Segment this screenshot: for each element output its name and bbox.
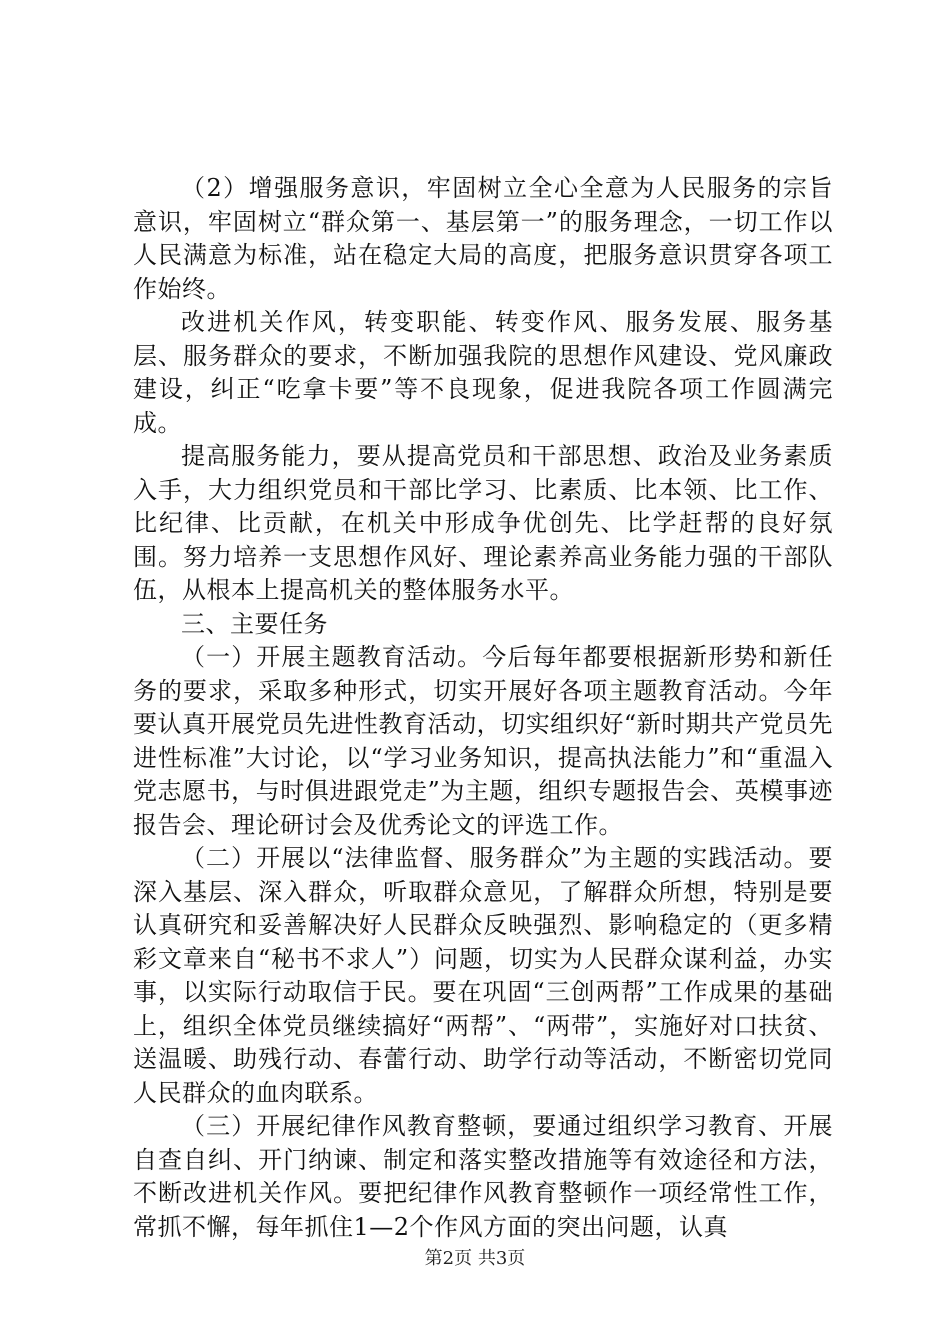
paragraph-task-two: （二）开展以“法律监督、服务群众”为主题的实践活动。要深入基层、深入群众，听取群众意见，了解群众所想，特别是要认真研究和妥善解决好人民群众反映强烈、影响稳定的（更多精彩文章来自“秘书不求人”）问题，切实为人民群众谋利益，办实事，以实际行动取信于民。要在巩固“三创两帮”工作成果的基础上，组织全体党员继续搞好“两帮”、“两带”，实施好对口扶贫、送温暖、助残行动、春蕾行动、助学行动等活动，不断密切党同人民群众的血肉联系。 [133, 844, 833, 1107]
document-body [133, 172, 833, 1244]
paragraph-task-three: （三）开展纪律作风教育整顿，要通过组织学习教育、开展自查自纠、开门纳谏、制定和落实整改措施等有效途径和方法，不断改进机关作风。要把纪律作风教育整顿作一项经常性工作，常抓不懈，每年抓住1—2个作风方面的突出问题，认真 [133, 1112, 833, 1241]
section-heading-main-tasks: 三、主要任务 [181, 609, 328, 638]
paragraph-task-one: （一）开展主题教育活动。今后每年都要根据新形势和新任务的要求，采取多种形式，切实开展好各项主题教育活动。今年要认真开展党员先进性教育活动，切实组织好“新时期共产党员先进性标准”大讨论，以“学习业务知识，提高执法能力”和“重温入党志愿书，与时俱进跟党走”为主题，组织专题报告会、英模事迹报告会、理论研讨会及优秀论文的评选工作。 [133, 643, 833, 839]
page-number-footer: 第2页 共3页 [424, 1248, 526, 1269]
paragraph-service-awareness: （2）增强服务意识，牢固树立全心全意为人民服务的宗旨意识，牢固树立“群众第一、基层第一”的服务理念，一切工作以人民满意为标准，站在稳定大局的高度，把服务意识贯穿各项工作始终。 [133, 174, 833, 303]
paragraph-improve-style: 改进机关作风，转变职能、转变作风、服务发展、服务基层、服务群众的要求，不断加强我院的思想作风建设、党风廉政建设，纠正“吃拿卡要”等不良现象，促进我院各项工作圆满完成。 [133, 308, 833, 437]
paragraph-service-ability: 提高服务能力，要从提高党员和干部思想、政治及业务素质入手，大力组织党员和干部比学习、比素质、比本领、比工作、比纪律、比贡献，在机关中形成争优创先、比学赶帮的良好氛围。努力培养一支思想作风好、理论素养高业务能力强的干部队伍，从根本上提高机关的整体服务水平。 [133, 442, 833, 604]
